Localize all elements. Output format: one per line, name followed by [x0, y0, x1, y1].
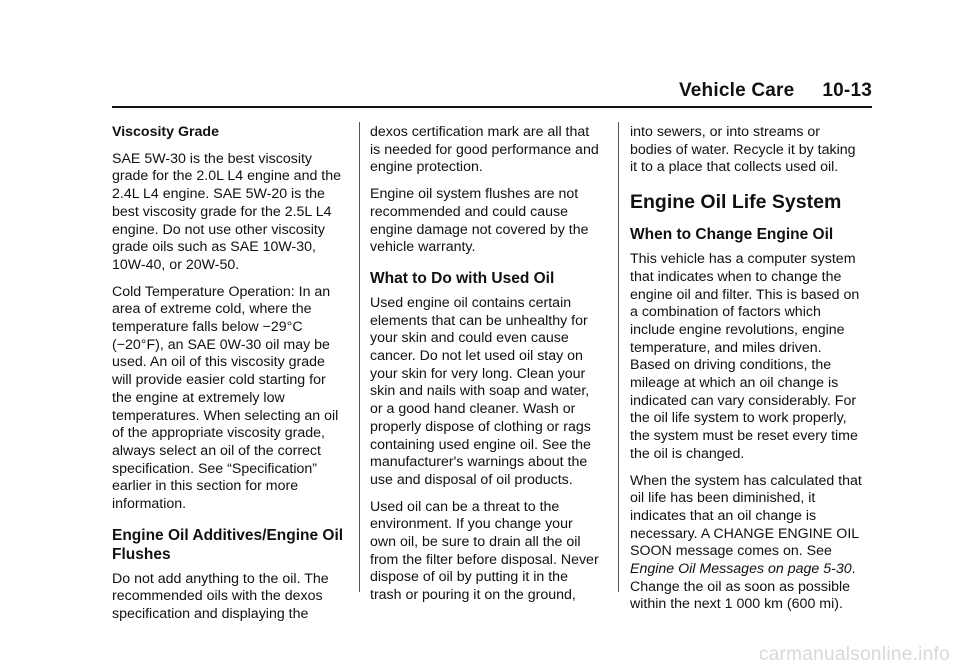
page-number: 10-13: [822, 80, 872, 101]
recycle-paragraph: into sewers, or into streams or bodies of water. Recycle it by taking it to a place that collects used oil.: [630, 124, 856, 176]
additives-paragraph: Do not add anything to the oil. The recommended oils with the dexos specification and displaying the: [112, 570, 329, 623]
engine-oil-messages-link[interactable]: Engine Oil Messages on page 5-30: [630, 561, 852, 578]
viscosity-grade-label: Viscosity Grade: [112, 124, 219, 140]
column-2: [370, 124, 602, 614]
cold-temperature-paragraph: Cold Temperature Operation: In an area of extreme cold, where the temperature falls below −29°C (−20°F), an SAE 0W-30 oil may be used. An oil of this viscosity grade will provide easier cold starting for the engine at extremely low temperatures. When selecting an oil of the appropriate viscosity grade, always select an oil of the correct specification. See “Specification” earlier in this section for more information.: [112, 283, 339, 513]
additives-heading: Engine Oil Additives/Engine Oil Flushes: [112, 526, 344, 563]
flushes-paragraph: Engine oil system flushes are not recommended and could cause engine damage not covered by the vehicle warranty.: [370, 186, 589, 256]
change-oil-paragraph: When the system has calculated that oil life has been diminished, it indicates that an oil change is necessary. A CHANGE ENGINE OIL SOON message comes on. See Engine Oil Messages on page 5-30. Change the oil as soon as possible within the next 1 000 km (600 mi).: [630, 472, 862, 613]
used-oil-heading: What to Do with Used Oil: [370, 269, 555, 287]
page-header: [679, 80, 872, 102]
column-3: [630, 124, 862, 623]
used-oil-health-paragraph: Used engine oil contains certain elements that can be unhealthy for your skin and could even cause cancer. Do not let used oil stay on your skin for very long. Clean your skin and nails with soap and water, or a good hand cleaner. Wash or properly dispose of clothing or rags containing used engine oil. See the manufacturer's warnings about the use and disposal of oil products.: [370, 294, 591, 488]
dexos-paragraph: dexos certification mark are all that is needed for good performance and engine protection.: [370, 124, 599, 176]
column-1: [112, 124, 344, 633]
viscosity-paragraph: SAE 5W-30 is the best viscosity grade for the 2.0L L4 engine and the 2.4L L4 engine. SAE 5W-20 is the best viscosity grade for the 2.5L L4 engine. Do not use other viscosity grade oils such as SAE 10W-30, 10W-40, or 20W-50.: [112, 150, 342, 273]
header-rule: [112, 106, 872, 108]
column-divider-2: [618, 122, 619, 592]
oil-life-system-paragraph: This vehicle has a computer system that indicates when to change the engine oil and filter. This is based on a combination of factors which include engine revolutions, engine temperature, and miles driven. Based on driving conditions, the mileage at which an oil change is indicated can vary considerably. For the oil life system to work properly, the system must be reset every time the oil is changed.: [630, 251, 860, 462]
column-divider-1: [359, 122, 360, 592]
oil-life-system-heading: Engine Oil Life System: [630, 191, 842, 214]
section-title: Vehicle Care: [678, 80, 795, 101]
when-to-change-heading: When to Change Engine Oil: [630, 226, 834, 244]
used-oil-environment-paragraph: Used oil can be a threat to the environment. If you change your own oil, be sure to drain all the oil from the filter before disposal. Never dispose of oil by putting it in the trash or pouring it on the ground,: [370, 498, 599, 604]
watermark: carmanualsonline.info: [758, 644, 950, 665]
